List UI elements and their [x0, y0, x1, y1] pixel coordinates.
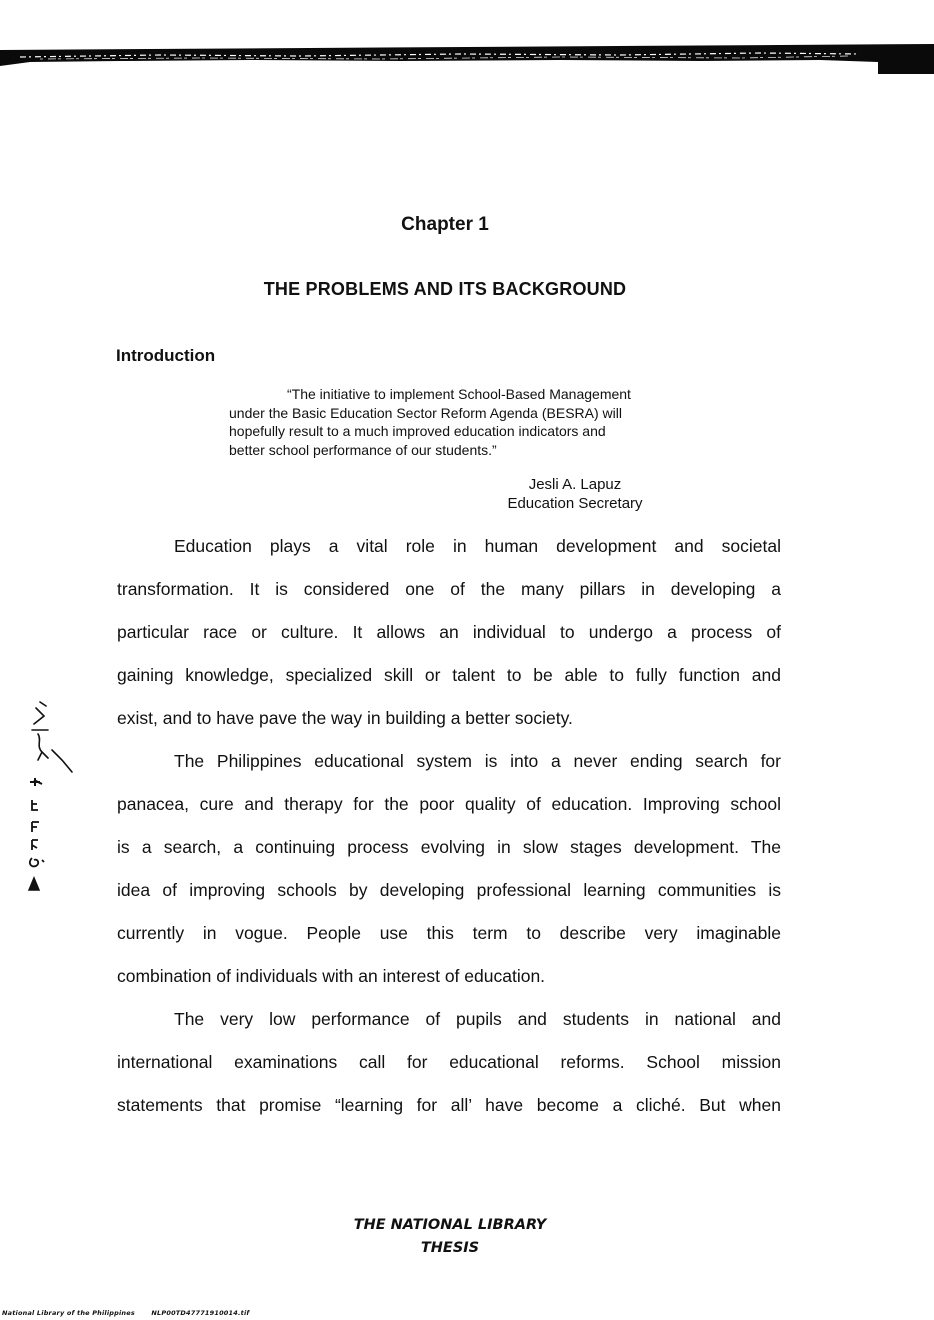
paragraph-line: combination of individuals with an interest of education. — [117, 966, 546, 986]
paragraph-line: exist, and to have pave the way in building a better society. — [117, 708, 573, 728]
epigraph-quote — [229, 385, 709, 459]
footer-source: National Library of the Philippines — [2, 1309, 135, 1317]
paragraph-line: The Philippines educational system is into a never ending search for — [174, 751, 781, 771]
chapter-number: Chapter 1 — [401, 214, 489, 235]
paragraph-line: gaining knowledge, specialized skill or talent to be able to fully function and — [117, 665, 781, 685]
epigraph-author-title: Education Secretary — [507, 495, 643, 512]
stamp-line-thesis: THESIS — [420, 1240, 480, 1256]
paragraph-line: Education plays a vital role in human development and societal — [174, 536, 781, 556]
epigraph-line: hopefully result to a much improved education indicators and — [229, 423, 606, 439]
footer-file-id: NLP00TD47771910014.tif — [151, 1309, 250, 1317]
paragraph-line: international examinations call for educational reforms. School mission — [117, 1052, 781, 1072]
epigraph-line: under the Basic Education Sector Reform Agenda (BESRA) will — [229, 404, 622, 421]
epigraph-line: “The initiative to implement School-Based Management — [287, 386, 631, 402]
handwritten-margin-mark — [22, 700, 82, 900]
epigraph-author: Jesli A. Lapuz — [528, 476, 622, 493]
paragraph-line: particular race or culture. It allows an individual to undergo a process of — [117, 622, 781, 642]
library-stamp — [330, 1214, 570, 1260]
stamp-line-library: THE NATIONAL LIBRARY — [353, 1217, 547, 1233]
paragraph-line: currently in vogue. People use this term to describe very imaginable — [117, 923, 781, 943]
paragraph-line: panacea, cure and therapy for the poor quality of education. Improving school — [117, 794, 781, 814]
scan-top-edge — [0, 44, 934, 74]
chapter-title: THE PROBLEMS AND ITS BACKGROUND — [263, 279, 627, 299]
paragraph-line: transformation. It is considered one of the many pillars in developing a — [117, 579, 781, 599]
scan-footer — [2, 1309, 263, 1317]
paragraph-line: The very low performance of pupils and students in national and — [174, 1009, 781, 1029]
paragraph-1 — [117, 525, 781, 740]
paragraph-line: idea of improving schools by developing professional learning communities is — [117, 880, 781, 900]
paragraph-line: is a search, a continuing process evolving in slow stages development. The — [117, 837, 781, 857]
paragraph-3 — [117, 998, 781, 1127]
paragraph-2 — [117, 740, 781, 998]
epigraph-line: better school performance of our students.” — [229, 441, 497, 458]
section-heading: Introduction — [116, 346, 216, 365]
paragraph-line: statements that promise “learning for all’ have become a cliché. But when — [117, 1095, 781, 1115]
